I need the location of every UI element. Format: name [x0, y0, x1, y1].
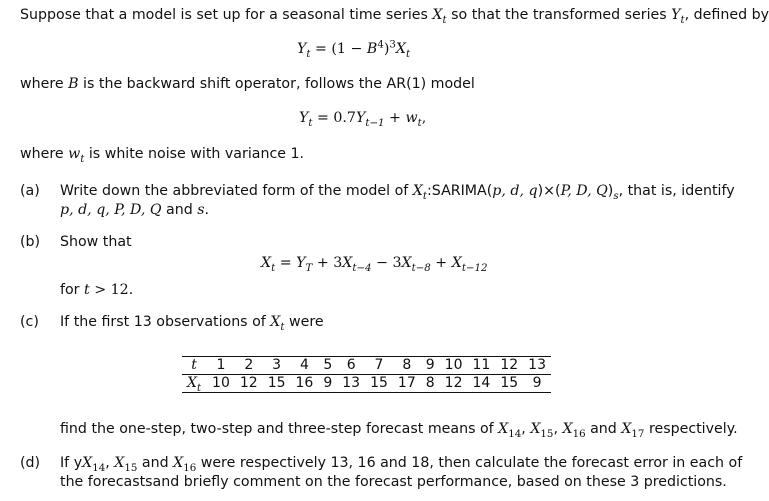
math-sub: t — [196, 382, 202, 394]
table-cell: 9 — [323, 375, 333, 391]
math-sub: t−4 — [352, 262, 372, 274]
math-sub: t — [422, 190, 428, 202]
math-X: X — [498, 421, 509, 437]
math-B: B — [366, 41, 378, 57]
text: If the first 13 observations of — [60, 314, 271, 330]
math-sub: t−8 — [411, 262, 431, 274]
math-Y: Y — [296, 255, 306, 271]
table-cell: 2 — [235, 357, 263, 375]
table-cell: 15 — [500, 375, 519, 391]
math-B: B — [68, 76, 79, 92]
text: for — [60, 282, 85, 298]
math-sub: t — [442, 14, 447, 26]
text: and — [137, 455, 174, 471]
table-cell: 5 — [318, 357, 337, 375]
table-cell: 17 — [397, 375, 416, 391]
text: where — [20, 76, 69, 92]
intro-text-3: , defined by — [684, 7, 769, 23]
math-X: X — [82, 455, 93, 471]
math-X: X — [173, 455, 184, 471]
part-d-line1 — [60, 455, 743, 474]
table-cell: 16 — [295, 375, 314, 391]
table-cell: 8 — [393, 357, 421, 375]
math-X: X — [395, 41, 406, 57]
text: > 12. — [89, 282, 134, 298]
text: were — [284, 314, 324, 330]
text: Write down the abbreviated form of the model of — [60, 183, 413, 199]
part-b-label: (b) — [20, 234, 41, 250]
math-sub: 14 — [92, 462, 106, 474]
line-backshift — [20, 77, 475, 91]
part-a-line1 — [60, 183, 735, 202]
part-d-line2: the forecastsand briefly comment on the forecast performance, based on these 3 predictions. — [60, 474, 727, 490]
table-cell: 7 — [365, 357, 393, 375]
table-cell: 13 — [523, 357, 551, 375]
text: , — [521, 421, 531, 437]
math-sub: 15 — [124, 462, 138, 474]
math-X: X — [621, 421, 632, 437]
math-sup: 3 — [389, 39, 396, 51]
table-cell: 8 — [425, 375, 435, 391]
intro-line — [20, 7, 769, 26]
math-X: X — [412, 183, 423, 199]
table-cell: 4 — [291, 357, 319, 375]
table-cell: 15 — [267, 375, 286, 391]
math-sub: t — [80, 153, 85, 165]
table-row-t — [182, 357, 551, 375]
math-sub: s — [613, 190, 619, 202]
text: respectively. — [644, 421, 738, 437]
math-text: = 0.7 — [312, 110, 356, 126]
line-white-noise — [20, 146, 305, 165]
math-text: ) — [383, 41, 390, 57]
math-sub: t — [406, 48, 411, 60]
math-w: w — [405, 110, 418, 126]
math-text: = — [275, 255, 297, 271]
math-sub: T — [305, 262, 313, 274]
part-b-text: Show that — [60, 234, 132, 250]
text: If y — [60, 455, 83, 471]
table-cell: 12 — [239, 375, 258, 391]
intro-text-2: so that the transformed series — [446, 7, 672, 23]
text: , that is, identify — [618, 183, 735, 199]
math-text: + 3 — [312, 255, 343, 271]
table-cell: 9 — [532, 375, 542, 391]
table-cell: 12 — [495, 357, 523, 375]
math-sub: t−12 — [461, 262, 488, 274]
equation-ar1 — [299, 110, 427, 129]
part-a-label: (a) — [20, 183, 40, 199]
text: ) — [607, 183, 614, 199]
math-X: X — [187, 375, 197, 391]
math-sub: t — [308, 117, 313, 129]
part-c-text — [60, 314, 324, 333]
math-text: = (1 − — [310, 41, 367, 57]
table-cell: 9 — [421, 357, 440, 375]
math-text: + — [384, 110, 406, 126]
part-a-line2 — [60, 203, 209, 217]
text: find the one-step, two-step and three-step forecast means of — [60, 421, 499, 437]
math-X: X — [451, 255, 462, 271]
part-b-condition — [60, 283, 133, 297]
table-cell: 15 — [370, 375, 388, 391]
math-sub: 16 — [572, 428, 586, 440]
math-params: p, d, q, P, D, Q — [60, 202, 162, 218]
math-sub: t — [306, 48, 311, 60]
table-cell: 10 — [212, 375, 230, 391]
math-text: + — [430, 255, 452, 271]
math-Y: Y — [299, 110, 309, 126]
text: :SARIMA( — [427, 183, 493, 199]
math-sub: t−1 — [365, 117, 385, 129]
table-cell: 11 — [468, 357, 496, 375]
math-args: p, d, q — [492, 183, 538, 199]
table-row-label: t — [182, 357, 207, 375]
math-s: s — [197, 202, 205, 218]
part-c-label: (c) — [20, 314, 39, 330]
equation-transform — [297, 39, 411, 60]
math-text: − 3 — [371, 255, 402, 271]
math-sup: 4 — [377, 39, 384, 51]
math-sub: 14 — [508, 428, 522, 440]
table-cell: 6 — [337, 357, 365, 375]
math-X: X — [342, 255, 353, 271]
math-w: w — [68, 146, 81, 162]
table-cell: 10 — [440, 357, 468, 375]
math-sub: t — [680, 14, 685, 26]
table-cell: 14 — [472, 375, 491, 391]
table-cell: 12 — [444, 375, 463, 391]
math-X: X — [401, 255, 412, 271]
table-row-x — [182, 375, 551, 393]
math-X: X — [270, 314, 281, 330]
text: were respectively 13, 16 and 18, then calculate the forecast error in each of — [196, 455, 743, 471]
math-X: X — [562, 421, 573, 437]
text: where — [20, 146, 69, 162]
math-Y: Y — [671, 7, 681, 23]
text: and — [161, 202, 198, 218]
text: . — [204, 202, 210, 218]
math-X: X — [114, 455, 125, 471]
math-X: X — [261, 255, 272, 271]
math-sub: 15 — [540, 428, 554, 440]
math-args: P, D, Q — [560, 183, 608, 199]
math-t: t — [84, 282, 90, 298]
math-sub: 16 — [183, 462, 197, 474]
text: , — [105, 455, 115, 471]
observations-table — [182, 356, 551, 393]
table-cell: 3 — [263, 357, 291, 375]
math-sub: t — [417, 117, 422, 129]
equation-part-b — [261, 255, 488, 274]
table-cell: 13 — [342, 375, 361, 391]
part-c-find — [60, 421, 738, 440]
math-X: X — [530, 421, 541, 437]
math-sub: t — [280, 321, 285, 333]
math-sub: t — [271, 262, 276, 274]
part-d-label: (d) — [20, 455, 41, 471]
text: and — [585, 421, 622, 437]
math-X: X — [432, 7, 443, 23]
table-row-label — [182, 375, 207, 393]
intro-text-1: Suppose that a model is set up for a seasonal time series — [20, 7, 433, 23]
text: is the backward shift operator, follows the AR(1) model — [78, 76, 475, 92]
table-cell: 1 — [207, 357, 235, 375]
math-sub: 17 — [631, 428, 645, 440]
text: is white noise with variance 1. — [84, 146, 305, 162]
math-text: , — [421, 110, 427, 126]
text: )×( — [537, 183, 561, 199]
text: , — [553, 421, 563, 437]
math-Y: Y — [297, 41, 307, 57]
math-Y: Y — [355, 110, 366, 126]
